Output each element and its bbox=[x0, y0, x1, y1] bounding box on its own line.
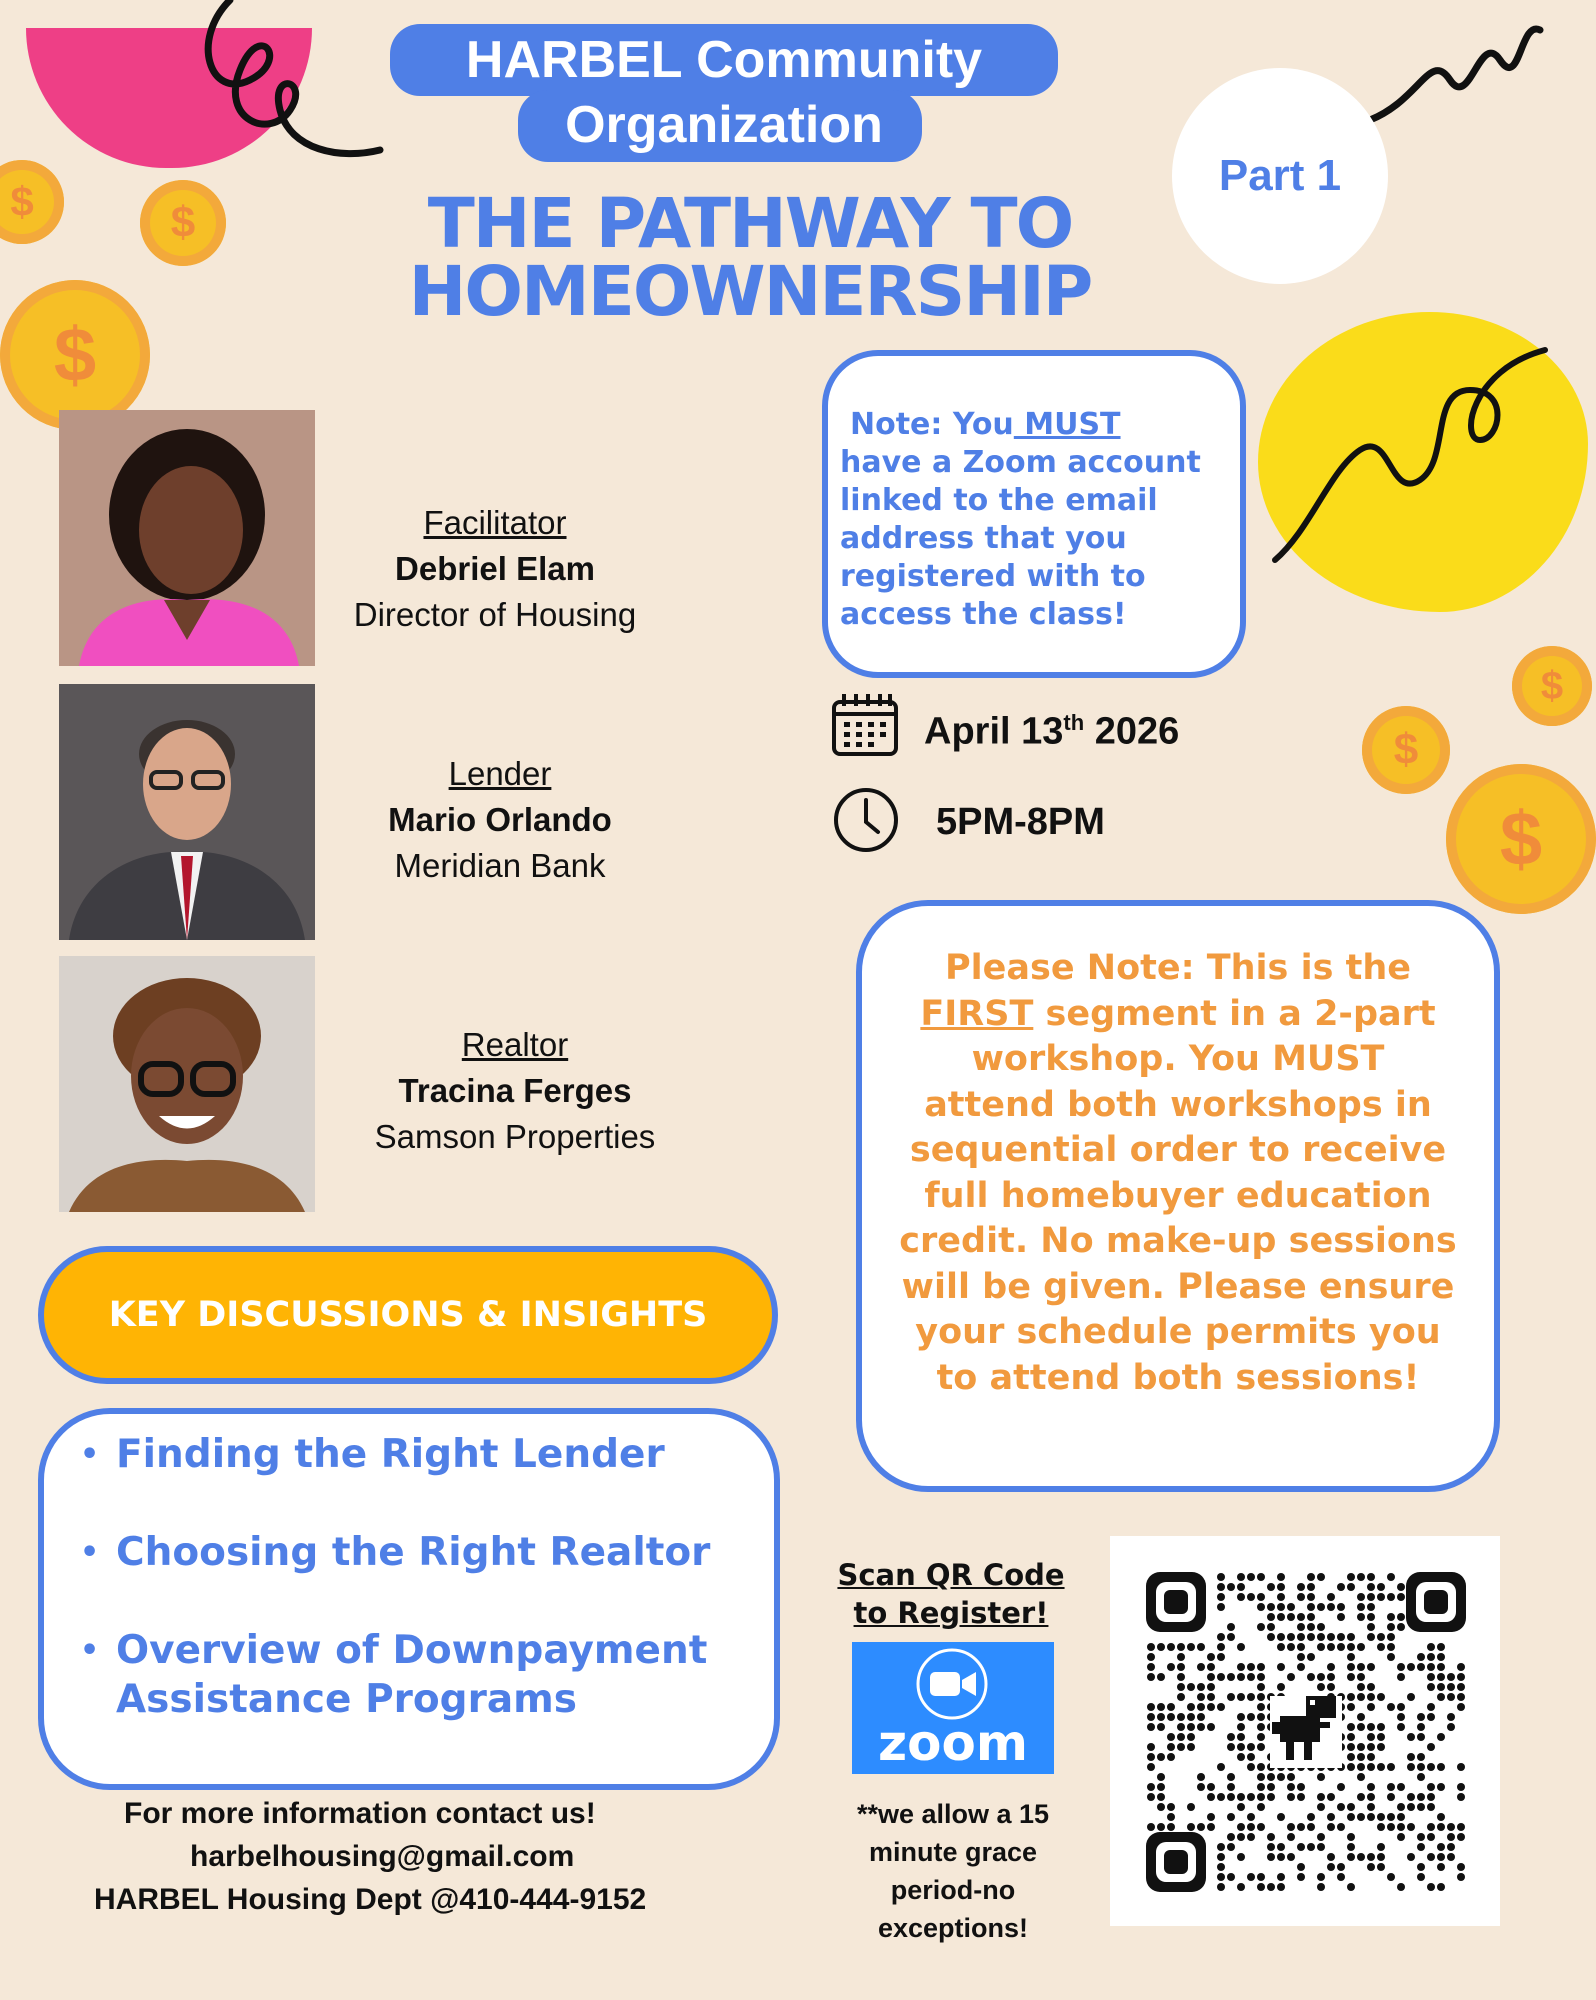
lender-role: Lender bbox=[448, 755, 552, 792]
calendar-icon bbox=[830, 692, 900, 758]
requirement-line: workshop. You MUST bbox=[971, 1039, 1385, 1079]
topic-text: • Choosing the Right Realtor bbox=[116, 1530, 711, 1575]
scan-line1: Scan QR Code bbox=[837, 1558, 1065, 1592]
event-time: 5PM-8PM bbox=[936, 801, 1105, 843]
grace-line: minute grace bbox=[868, 1837, 1038, 1867]
facilitator-role: Facilitator bbox=[423, 504, 567, 541]
realtor-name: Tracina Ferges bbox=[398, 1072, 632, 1109]
requirement-line: sequential order to receive bbox=[909, 1130, 1447, 1170]
dollar-coin-icon: $ bbox=[0, 160, 64, 244]
zoom-account-note bbox=[822, 350, 1246, 678]
requirement-line: attend both workshops in bbox=[924, 1084, 1432, 1125]
facilitator-title: Director of Housing bbox=[353, 596, 637, 633]
grace-line: period-no bbox=[890, 1875, 1016, 1905]
requirement-line: Please Note: This is the bbox=[945, 948, 1411, 988]
key-discussions-heading: KEY DISCUSSIONS & INSIGHTS bbox=[38, 1246, 778, 1384]
zoom-note-line: linked to the email bbox=[840, 483, 1158, 518]
zoom-note-lead: Note: You bbox=[850, 407, 1014, 442]
contact-info bbox=[80, 1792, 740, 1921]
part-label: Part 1 bbox=[1218, 151, 1342, 200]
requirement-emphasis: FIRST bbox=[920, 993, 1034, 1034]
facilitator-info bbox=[300, 500, 690, 638]
dollar-coin-icon: $ bbox=[140, 180, 226, 266]
lender-info bbox=[300, 751, 700, 889]
zoom-logo bbox=[852, 1642, 1054, 1774]
dollar-coin-icon: $ bbox=[1362, 706, 1450, 794]
zoom-note-line: have a Zoom account bbox=[840, 445, 1201, 480]
decorative-squiggle-top-right bbox=[1360, 10, 1545, 130]
grace-line: exceptions! bbox=[877, 1913, 1029, 1943]
scan-qr-heading bbox=[806, 1556, 1096, 1632]
topics-list bbox=[38, 1408, 780, 1790]
title-line1: THE PATHWAY TO bbox=[427, 184, 1073, 264]
date-year: 2026 bbox=[1084, 710, 1180, 753]
topic-text: • Finding the Right Lender bbox=[116, 1432, 665, 1477]
topic-item bbox=[80, 1528, 774, 1577]
zoom-wordmark: zoom bbox=[878, 1714, 1028, 1772]
zoom-note-line: address that you bbox=[840, 521, 1127, 556]
organization-header bbox=[390, 24, 1058, 160]
workshop-requirement-note bbox=[856, 900, 1500, 1492]
dollar-coin-icon: $ bbox=[1512, 646, 1592, 726]
topic-text: • Overview of Downpayment bbox=[116, 1628, 708, 1673]
dollar-coin-icon: $ bbox=[0, 280, 150, 430]
topic-item bbox=[80, 1430, 774, 1479]
lender-photo bbox=[59, 684, 315, 940]
part-badge bbox=[1172, 68, 1388, 284]
realtor-info bbox=[330, 1022, 700, 1160]
org-name-line2: Organization bbox=[565, 96, 883, 154]
scan-line2: to Register! bbox=[853, 1596, 1049, 1630]
page-title bbox=[300, 184, 1200, 332]
video-camera-icon bbox=[930, 1672, 976, 1696]
topic-text: Assistance Programs bbox=[116, 1677, 577, 1722]
title-line2: HOMEOWNERSHIP bbox=[408, 252, 1092, 332]
lender-name: Mario Orlando bbox=[388, 801, 612, 838]
contact-email[interactable]: harbelhousing@gmail.com bbox=[190, 1840, 575, 1873]
realtor-role: Realtor bbox=[461, 1026, 569, 1063]
requirement-line: to attend both sessions! bbox=[936, 1357, 1420, 1398]
clock-icon bbox=[832, 786, 900, 854]
requirement-line: credit. No make-up sessions bbox=[899, 1221, 1457, 1261]
topic-item bbox=[80, 1626, 774, 1724]
realtor-photo bbox=[59, 956, 315, 1212]
event-date bbox=[924, 710, 1179, 754]
registration-qr-code[interactable] bbox=[1110, 1536, 1500, 1926]
dollar-coin-icon: $ bbox=[1446, 764, 1596, 914]
requirement-line: will be given. Please ensure bbox=[901, 1266, 1455, 1307]
date-text: April 13 bbox=[924, 710, 1064, 753]
requirement-line: segment in a 2-part bbox=[1033, 993, 1436, 1034]
requirement-line: full homebuyer education bbox=[924, 1175, 1432, 1216]
facilitator-name: Debriel Elam bbox=[395, 550, 595, 587]
requirement-line: your schedule permits you bbox=[915, 1312, 1441, 1352]
decorative-squiggle-right bbox=[1270, 330, 1545, 570]
date-suffix: th bbox=[1063, 710, 1085, 735]
lender-company: Meridian Bank bbox=[394, 847, 606, 884]
facilitator-photo bbox=[59, 410, 315, 666]
zoom-note-line: registered with to bbox=[840, 559, 1146, 594]
contact-phone: HARBEL Housing Dept @410-444-9152 bbox=[94, 1883, 647, 1916]
grace-line: **we allow a 15 bbox=[856, 1799, 1050, 1829]
grace-period-note bbox=[820, 1795, 1086, 1947]
org-name-line1: HARBEL Community bbox=[465, 31, 983, 89]
decorative-squiggle-top-left bbox=[170, 0, 390, 170]
zoom-note-emphasis: MUST bbox=[1013, 407, 1121, 442]
zoom-note-line: access the class! bbox=[840, 597, 1127, 632]
realtor-company: Samson Properties bbox=[374, 1118, 656, 1155]
contact-heading: For more information contact us! bbox=[124, 1797, 596, 1830]
